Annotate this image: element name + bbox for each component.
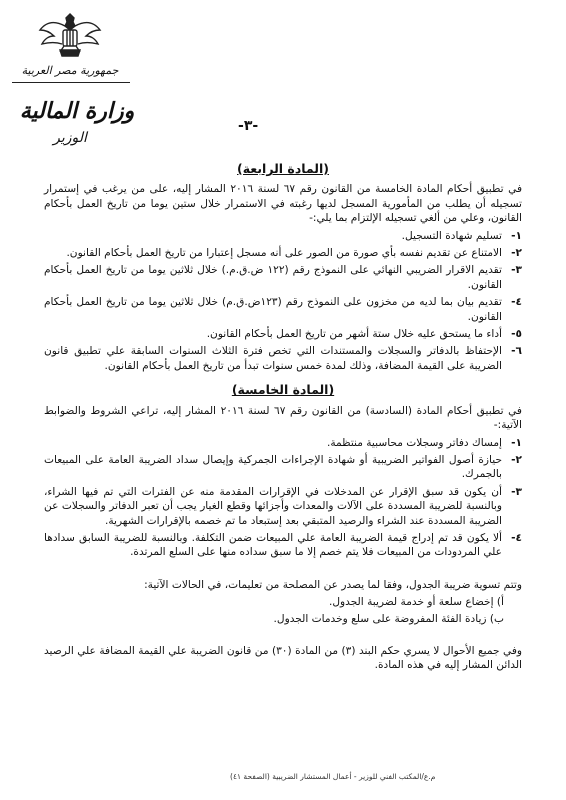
item-text: الإحتفاظ بالدفاتر والسجلات والمستندات التي تخص فترة الثلاث السنوات السابقة علي تطبيق قانون الضريبة على القيمة المضافة، وذلك لمدة خمس سنوات تبدأ من تاريخ العمل بأحكام القانون. xyxy=(44,345,502,372)
list-item xyxy=(44,485,522,528)
list-item xyxy=(44,295,522,324)
item-text: تسليم شهادة التسجيل. xyxy=(401,229,502,242)
item-number: ٢- xyxy=(511,247,522,260)
list-item xyxy=(44,531,522,560)
item-text: الامتناع عن تقديم نفسه بأي صورة من الصور على أنه مسجل إعتبارا من تاريخ العمل بأحكام القانون. xyxy=(66,247,502,260)
list-item xyxy=(44,344,522,373)
subitem-a: أ) إخضاع سلعة أو خدمة لضريبة الجدول. xyxy=(328,596,504,609)
item-text: حيازة أصول الفواتير الضريبية أو شهادة الإجراءات الجمركية وإيصال سداد الضريبة العامة على المبيعات بالجمرك. xyxy=(44,453,502,481)
item-number: ٤- xyxy=(511,296,522,309)
article-4-list xyxy=(44,229,522,374)
item-number: ٤- xyxy=(511,531,522,544)
list-item xyxy=(44,229,522,243)
item-text: أن يكون قد سبق الإقرار عن المدخلات في الإقرارات المقدمة منه عن الفترات التي تم فيها الشراء، وبالنسبة للضريبة المسددة على الآلات والمعدات وأجزائها وقطع الغيار يجب أن تعبر الدفاتر والسجلات عن الضريبة المسددة عند الشراء والرصيد المتبقي بعد إستبعاد ما تم خصمه بالإقرارات الشهرية. xyxy=(44,485,502,527)
article-5-heading: (المادة الخامسة) xyxy=(231,382,335,398)
item-text: إمساك دفاتر وسجلات محاسبية منتظمة. xyxy=(326,436,502,449)
list-item xyxy=(44,263,522,292)
article-5-final-paragraph: وفي جميع الأحوال لا يسري حكم البند (٣) من المادة (٣٠) من قانون الضريبة علي القيمة المضافة علي الرصيد الدائن المشار إليه في هذه المادة. xyxy=(44,644,523,672)
republic-name: جمهورية مصر العربية xyxy=(21,64,119,77)
item-number: ١- xyxy=(511,229,522,242)
article-4-heading: (المادة الرابعة) xyxy=(237,161,329,176)
item-number: ١- xyxy=(511,436,522,449)
article-5-list xyxy=(44,436,522,560)
item-text: تقديم بيان بما لديه من مخزون على النموذج رقم (١٢٣ض.ق.م) خلال ثلاثين يوما من تاريخ العمل بأحكام القانون. xyxy=(44,296,502,323)
article-5-intro: في تطبيق أحكام المادة (السادسة) من القانون رقم ٦٧ لسنة ٢٠١٦ المشار إليه، تراعي الشروط والضوابط الآتية:- xyxy=(44,404,522,432)
list-item xyxy=(44,327,522,341)
item-text: أداء ما يستحق عليه خلال ستة أشهر من تاريخ العمل بأحكام القانون. xyxy=(206,328,502,341)
item-number: ٥- xyxy=(511,328,522,341)
item-number: ٦- xyxy=(511,345,522,358)
subitem-b: ب) زيادة الفئة المفروضة على سلع وخدمات الجدول. xyxy=(273,612,504,625)
eagle-emblem-icon xyxy=(34,8,106,62)
item-number: ٣- xyxy=(511,485,522,498)
page-number: -٣- xyxy=(238,118,259,134)
document-body xyxy=(44,162,522,676)
item-number: ٢- xyxy=(511,453,522,466)
ministry-name: وزارة المالية xyxy=(19,98,135,124)
item-text: تقديم الاقرار الضريبي النهائي على النموذج رقم (١٢٢ ض.ق.م.) خلال ثلاثين يوما من تاريخ العمل بأحكام القانون. xyxy=(44,264,502,291)
article-4-intro: في تطبيق أحكام المادة الخامسة من القانون رقم ٦٧ لسنة ٢٠١٦ المشار إليه، على من يرغب في إستمرار تسجيله أن يطلب من المأمورية المسجل لديها رغبته في الاستمرار خلال ستين يوما من تاريخ العمل بأحكام القانون، وعلي من ألغي تسجيله الإلتزام بما يلي:- xyxy=(44,183,523,225)
article-5-closing: وتتم تسوية ضريبة الجدول، وفقا لما يصدر عن المصلحة من تعليمات، في الحالات الآتية: xyxy=(144,578,522,591)
list-item xyxy=(44,246,522,260)
list-item xyxy=(44,436,522,450)
page-footer: م.ع/المكتب الفني للوزير - أعمال المستشار الضريبية (الصفحة ٤١) xyxy=(230,772,436,781)
item-text: ألا يكون قد تم إدراج قيمة الضريبة العامة علي المبيعات ضمن التكلفة. وبالنسبة للضريبة السابق سدادها علي المردودات من المبيعات فلا يتم خصم إلا ما سبق سداده منها على السلع المرتدة. xyxy=(44,531,502,559)
item-number: ٣- xyxy=(511,264,522,277)
minister-title: الوزير xyxy=(53,130,87,146)
divider-line xyxy=(12,82,130,83)
list-item xyxy=(44,453,522,482)
